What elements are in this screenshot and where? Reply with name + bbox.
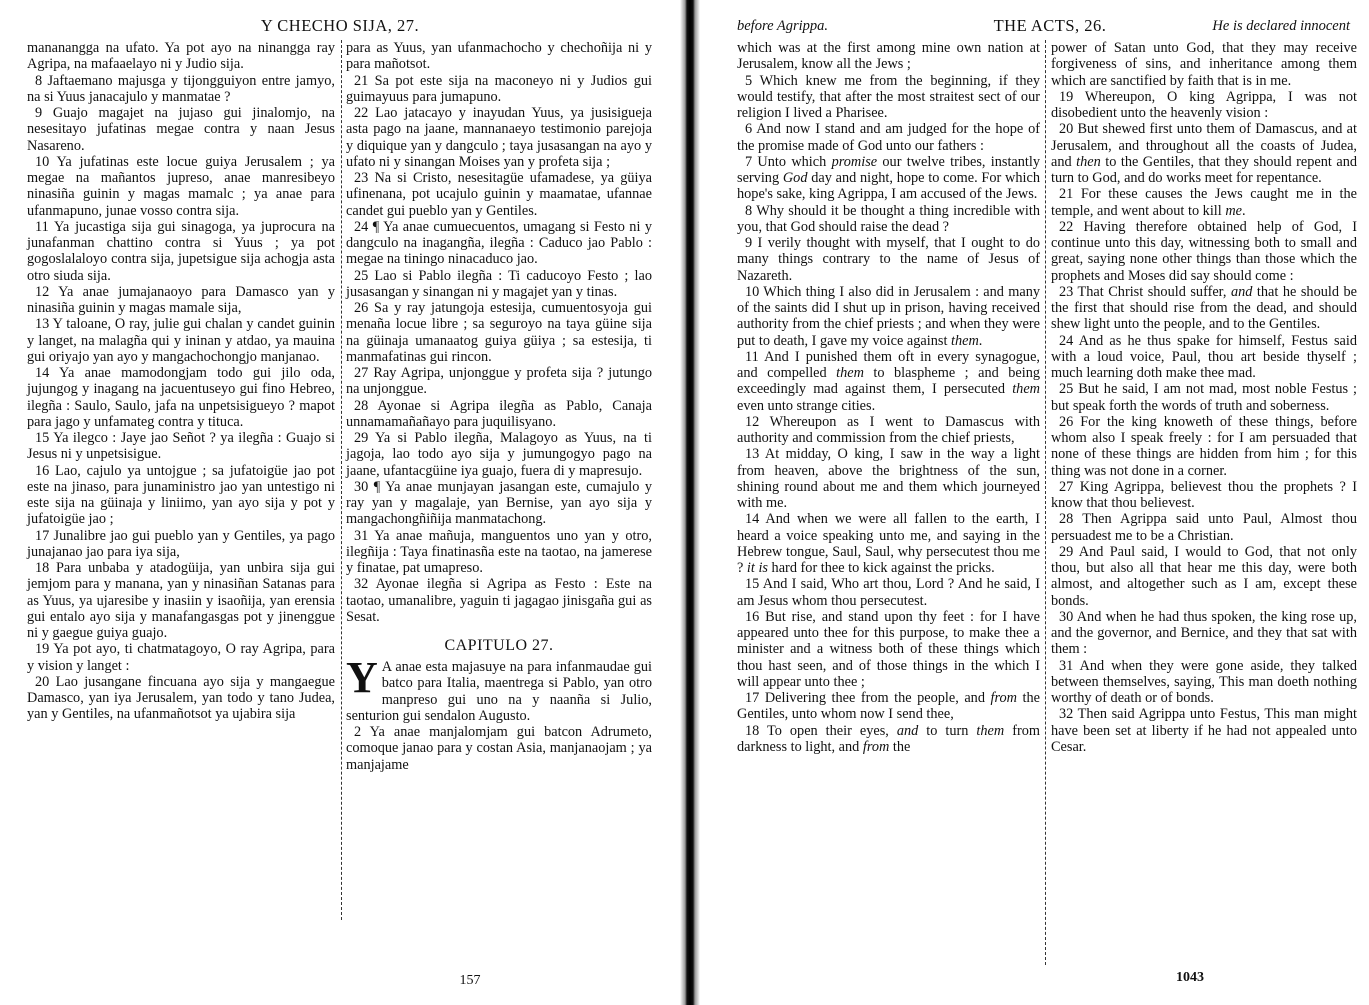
verse-text: 14 And when we were all fallen to the earth, I heard a voice speaking unto me, and saying in the Hebrew tongue, Saul, Saul, why persecutest thou me ? <box>737 511 1040 576</box>
verse: para as Yuus, yan ufanmachocho y chechoñija ni y para mañotsot. <box>346 40 652 73</box>
verse-text: . <box>978 332 983 349</box>
verse-text: our twelve tribes, instantly serving <box>737 153 1041 186</box>
verse: 28 Then Agrippa said unto Paul, Almost thou persuadest me to be a Christian. <box>1051 511 1357 544</box>
chapter-first-verse <box>346 653 652 724</box>
verse-text: 23 That Christ should suffer, <box>1059 283 1231 300</box>
verse-text: to blaspheme ; and being exceedingly mad against them, I persecuted <box>737 365 1040 398</box>
verse: 9 I verily thought with myself, that I ought to do many things contrary to the name of Jesus of Nazareth. <box>737 235 1040 284</box>
right-running-head-left: before Agrippa. <box>737 18 829 34</box>
right-page-number: 1043 <box>1176 970 1204 985</box>
verse-text: even unto strange cities. <box>737 397 876 414</box>
verse <box>737 690 1040 723</box>
verse: 27 King Agrippa, believest thou the prophets ? I know that thou believest. <box>1051 478 1357 511</box>
verse: 12 Whereupon as I went to Damascus with authority and commission from the chief priests, <box>737 413 1040 446</box>
verse-text: 17 Delivering thee from the people, and <box>745 690 991 706</box>
verse: 25 Lao si Pablo ilegña : Ti caducoyo Festo ; lao jusasangan y sinangan ni y magajet yan y tinas. <box>346 267 652 300</box>
italic-word: promise <box>831 153 878 170</box>
verse: 29 And Paul said, I would to God, that not only thou, but also all that hear me this day, were both almost, and altogether such as I am, except these bonds. <box>1051 543 1357 609</box>
verse: 17 Junalibre jao gui pueblo yan y Gentiles, ya pago junajanao jao para iya sija, <box>27 527 335 560</box>
left-column-2 <box>346 40 652 773</box>
verse: 20 Lao jusangane fincuana ayo sija y mangaegue Damasco, yan iya Jerusalem, yan todo y tano Judea, yan y Gentiles, na ufanmañotsot ya ujabira sija <box>27 673 335 723</box>
verse: 5 Which knew me from the beginning, if they would testify, that after the most straitest sect of our religion I lived a Pharisee. <box>737 72 1040 121</box>
verse: 15 Ya ilegco : Jaye jao Señot ? ya ilegña : Guajo si Jesus ni y unpetsisigue. <box>27 430 335 463</box>
column-divider <box>341 40 342 920</box>
column-divider <box>1045 40 1046 965</box>
italic-word: from <box>862 738 890 755</box>
verse: 10 Ya jufatinas este locue guiya Jerusalem ; ya megae na mañantos jupreso, anae manresibeyo ninasiña guinin y magas mamalc ; ya anae para ufanmapuno, junae vosso contra sija. <box>27 153 335 219</box>
verse: 26 For the king knoweth of these things, before whom also I speak freely : for I am persuaded that none of these things are hidden from him ; for this thing was not done in a corner. <box>1051 413 1357 479</box>
verse: 26 Sa y ray jatungoja estesija, cumuentosyoja gui menaña locue libre ; sa seguroyo na taya güine sija na güinaja umanaatog guiya güiya ; sa estesija, ti manmafatinas gui rincon. <box>346 300 652 365</box>
verse: 30 ¶ Ya anae munjayan jasangan este, cumajulo y ray yan y magalaje, yan Bernise, yan ayo sija y mangachongñiñija manmatachong. <box>346 478 652 528</box>
verse-text: . <box>1241 202 1246 219</box>
italic-word: it is <box>746 560 768 576</box>
verse-text: from darkness to light, and <box>737 722 1040 755</box>
verse <box>1051 121 1357 186</box>
verse: 25 But he said, I am not mad, most noble Festus ; but speak forth the words of truth and soberness. <box>1051 381 1357 414</box>
italic-word: then <box>1076 153 1101 170</box>
verse: 16 Lao, cajulo ya untojgue ; sa jufatoigüe jao pot este na jinaso, para junaministro jao yan untestigo ni este sija na güinaja y liniimo, yan ayo sija y pot y jufatoigüe jao ; <box>27 462 335 528</box>
left-page-number: 157 <box>459 973 481 988</box>
verse: which was at the first among mine own nation at Jerusalem, know all the Jews ; <box>737 40 1040 73</box>
italic-word: them <box>976 722 1005 739</box>
verse-text: the Gentiles, unto whom now I send thee, <box>737 690 1040 723</box>
verse-text: 20 But shewed first unto them of Damascus, and at Jerusalem, and throughout all the coasts of Judea, and <box>1051 121 1357 170</box>
verse: 21 Sa pot este sija na maconeyo ni y Judios gui guimayuus para jumapuno. <box>346 72 652 105</box>
italic-word: God <box>782 170 808 186</box>
verse: 24 And as he thus spake for himself, Festus said with a loud voice, Paul, thou art beside thyself ; much learning doth make thee mad. <box>1051 332 1357 381</box>
verse: 32 Ayonae ilegña si Agripa as Festo : Este na taotao, umanalibre, yaguin ti jagagao jinisgaña gui as Sesat. <box>346 576 652 625</box>
italic-word: and <box>1230 283 1253 300</box>
left-running-head: Y CHECHO SIJA, 27. <box>260 16 420 35</box>
verse <box>737 511 1040 576</box>
verse-text: that he should be the first that should rise from the dead, and should shew light unto the people, and to the Gentiles. <box>1051 283 1357 333</box>
chapter-first-verse-text: A anae esta majasuye na para infanmaudae gui batco para Italia, maentrega si Pablo, yan otro manpreso gui uno na y naanña si Julio, senturion gui sendalon Augusto. <box>346 659 652 724</box>
verse: power of Satan unto God, that they may receive forgiveness of sins, and inheritance among them which are sanctified by faith that is in me. <box>1051 40 1357 89</box>
verse: 30 And when he had thus spoken, the king rose up, and the governor, and Bernice, and they that sat with them : <box>1051 608 1357 658</box>
verse: 19 Whereupon, O king Agrippa, I was not disobedient unto the heavenly vision : <box>1051 88 1357 121</box>
verse <box>737 154 1040 203</box>
right-page <box>700 0 1369 1005</box>
italic-word: me <box>1225 202 1242 219</box>
verse <box>737 349 1040 414</box>
verse: 22 Lao jatacayo y inayudan Yuus, ya jusisigueja asta pago na jaane, mannanaeyo testimonio parejoja y diquique yan y dangculo ; taya jusasangan na ayo y ufato ni y sinangan Moises yan y profeta sija ; <box>346 105 652 170</box>
chapter-verses <box>346 724 652 773</box>
italic-word: from <box>990 690 1017 706</box>
verse-text: 21 For these causes the Jews caught me in the temple, and went about to kill <box>1051 186 1357 219</box>
verse: 23 Na si Cristo, nesesitagüe ufamadese, ya güiya ufinenana, pot ucajulo guinin y maamatae, ufannae candet gui pueblo yan y Gentiles. <box>346 170 652 219</box>
verse: 28 Ayonae si Agripa ilegña as Pablo, Canaja unnamamañañayo para juquilisyano. <box>346 397 652 430</box>
verse: 27 Ray Agripa, unjonggue y profeta sija ? jutungo na unjonggue. <box>346 365 652 398</box>
chapter-heading: CAPITULO 27. <box>444 637 554 654</box>
verse: 15 And I said, Who art thou, Lord ? And he said, I am Jesus whom thou persecutest. <box>737 576 1040 609</box>
right-column-1 <box>737 40 1040 755</box>
verse: 8 Why should it be thought a thing incredible with you, that God should raise the dead ? <box>737 202 1040 235</box>
verse: 19 Ya pot ayo, ti chatmatagoyo, O ray Agripa, para y vision y langet : <box>27 641 335 674</box>
italic-word: them <box>836 365 864 381</box>
verse <box>737 284 1040 349</box>
italic-word: and <box>896 722 919 739</box>
verse <box>1051 284 1357 333</box>
verse: 31 Ya anae mañuja, manguentos uno yan y otro, ilegñija : Taya finatinasña este na taotao, na jamerese y finatae, pat umapreso. <box>346 527 652 576</box>
verse-text: 7 Unto which <box>745 153 832 170</box>
verse-text: to turn <box>918 722 977 739</box>
verse: 14 Ya anae mamodongjam todo gui jilo oda, jujungog y inagang na jacuentuseyo gui fino Hebreo, ilegña : Saulo, Saulo, jafa na unpetsisigueyo ? mapot para jago y unfamateg contra y tituca. <box>27 365 335 430</box>
verse: 2 Ya anae manjalomjam gui batcon Adrumeto, comoque janao para y costan Asia, manjanaojam ; ya manjajame <box>346 724 652 773</box>
verse-text: 10 Which thing I also did in Jerusalem : and many of the saints did I shut up in prison, having received authority from the chief priests ; and when they were put to death, I gave my voice against <box>737 283 1040 349</box>
verse: 24 ¶ Ya anae cumuecuentos, umagang si Festo ni y dangculo na inagangña, ilegña : Caduco jao Pablo : megae na tiningo ninacaduco jao. <box>346 218 652 268</box>
verse: 32 Then said Agrippa unto Festus, This man might have been set at liberty if he had not appealed unto Cesar. <box>1051 706 1357 755</box>
left-page <box>0 0 680 1005</box>
verse: 31 And when they were gone aside, they talked between themselves, saying, This man doeth nothing worthy of death or of bonds. <box>1051 657 1357 706</box>
italic-word: them <box>1012 381 1040 398</box>
italic-word: them <box>951 332 979 349</box>
verse: 16 But rise, and stand upon thy feet : for I have appeared unto thee for this purpose, to make thee a minister and a witness both of these things which thou hast seen, and of those things in the which I will appear unto thee ; <box>737 608 1040 690</box>
verse-text: day and night, hope to come. For which hope's sake, king Agrippa, I am accused of the Jews. <box>737 170 1040 203</box>
verse: 9 Guajo magajet na jujaso gui jinalomjo, na nesesitayo jufatinas megae contra y naan Jesus Nasareno. <box>27 105 335 154</box>
verse: mananangga na ufato. Ya pot ayo na ninangga ray Agripa, na mafaaelayo ni y Judio sija. <box>27 40 335 73</box>
drop-cap: Y <box>346 653 378 702</box>
verse: 18 Para unbaba y atadogüija, yan unbira sija gui jemjom para y manana, yan y ninasiñan Satanas para as Yuus, ya ujaresibe y inasiin y isaoñija, yan erensia gui entalo ayo sija y manafangasgas pot y jinenggue ni y gaegue guiya guajo. <box>27 560 335 641</box>
verse-text: to the Gentiles, that they should repent and turn to God, and do works meet for repentance. <box>1051 153 1358 186</box>
verse-text: hard for thee to kick against the pricks. <box>767 560 995 576</box>
right-running-head-right: He is declared innocent <box>1212 18 1350 34</box>
verse: 6 And now I stand and am judged for the hope of the promise made of God unto our fathers : <box>737 121 1040 154</box>
verse: 13 Y taloane, O ray, julie gui chalan y candet guinin y langet, na malagña qui y ininan y atdao, ya mauina gui oriyajo yan ayo y mangachochongjo manjanao. <box>27 316 335 365</box>
verse <box>1051 186 1357 219</box>
left-column-2-verses <box>346 40 652 625</box>
verse-text: 11 And I punished them oft in every synagogue, and compelled <box>737 348 1040 381</box>
book-gutter <box>680 0 700 1005</box>
verse: 11 Ya jucastiga sija gui sinagoga, ya juprocura na junafanman chattino contra si Yuus ; ya pot gogoslalaloyo contra sija, jupetsigue sija achogja asta otro siuda sija. <box>27 218 335 284</box>
verse-text: the <box>889 738 911 755</box>
verse: 12 Ya anae jumajanaoyo para Damasco yan y ninasiña guinin y magas mamale sija, <box>27 283 335 316</box>
left-column-1 <box>27 40 335 723</box>
verse: 8 Jaftaemano majusga y tijongguiyon entre jamyo, na si Yuus janacajulo y manmatae ? <box>27 72 335 105</box>
verse: 13 At midday, O king, I saw in the way a light from heaven, above the brightness of the sun, shining round about me and them which journeyed with me. <box>737 446 1040 511</box>
verse: 29 Ya si Pablo ilegña, Malagoyo as Yuus, na ti jagoja, lao todo ayo sija y jumungogyo pago na jaane, ufantacgüine iya guajo, fuera di y mapresujo. <box>346 430 652 479</box>
right-column-2 <box>1051 40 1357 755</box>
verse <box>737 723 1040 756</box>
right-running-head-center: THE ACTS, 26. <box>993 16 1107 35</box>
verse: 22 Having therefore obtained help of God, I continue unto this day, witnessing both to small and great, saying none other things than those which the prophets and Moses did say should come : <box>1051 218 1357 284</box>
verse-text: 18 To open their eyes, <box>745 722 897 739</box>
